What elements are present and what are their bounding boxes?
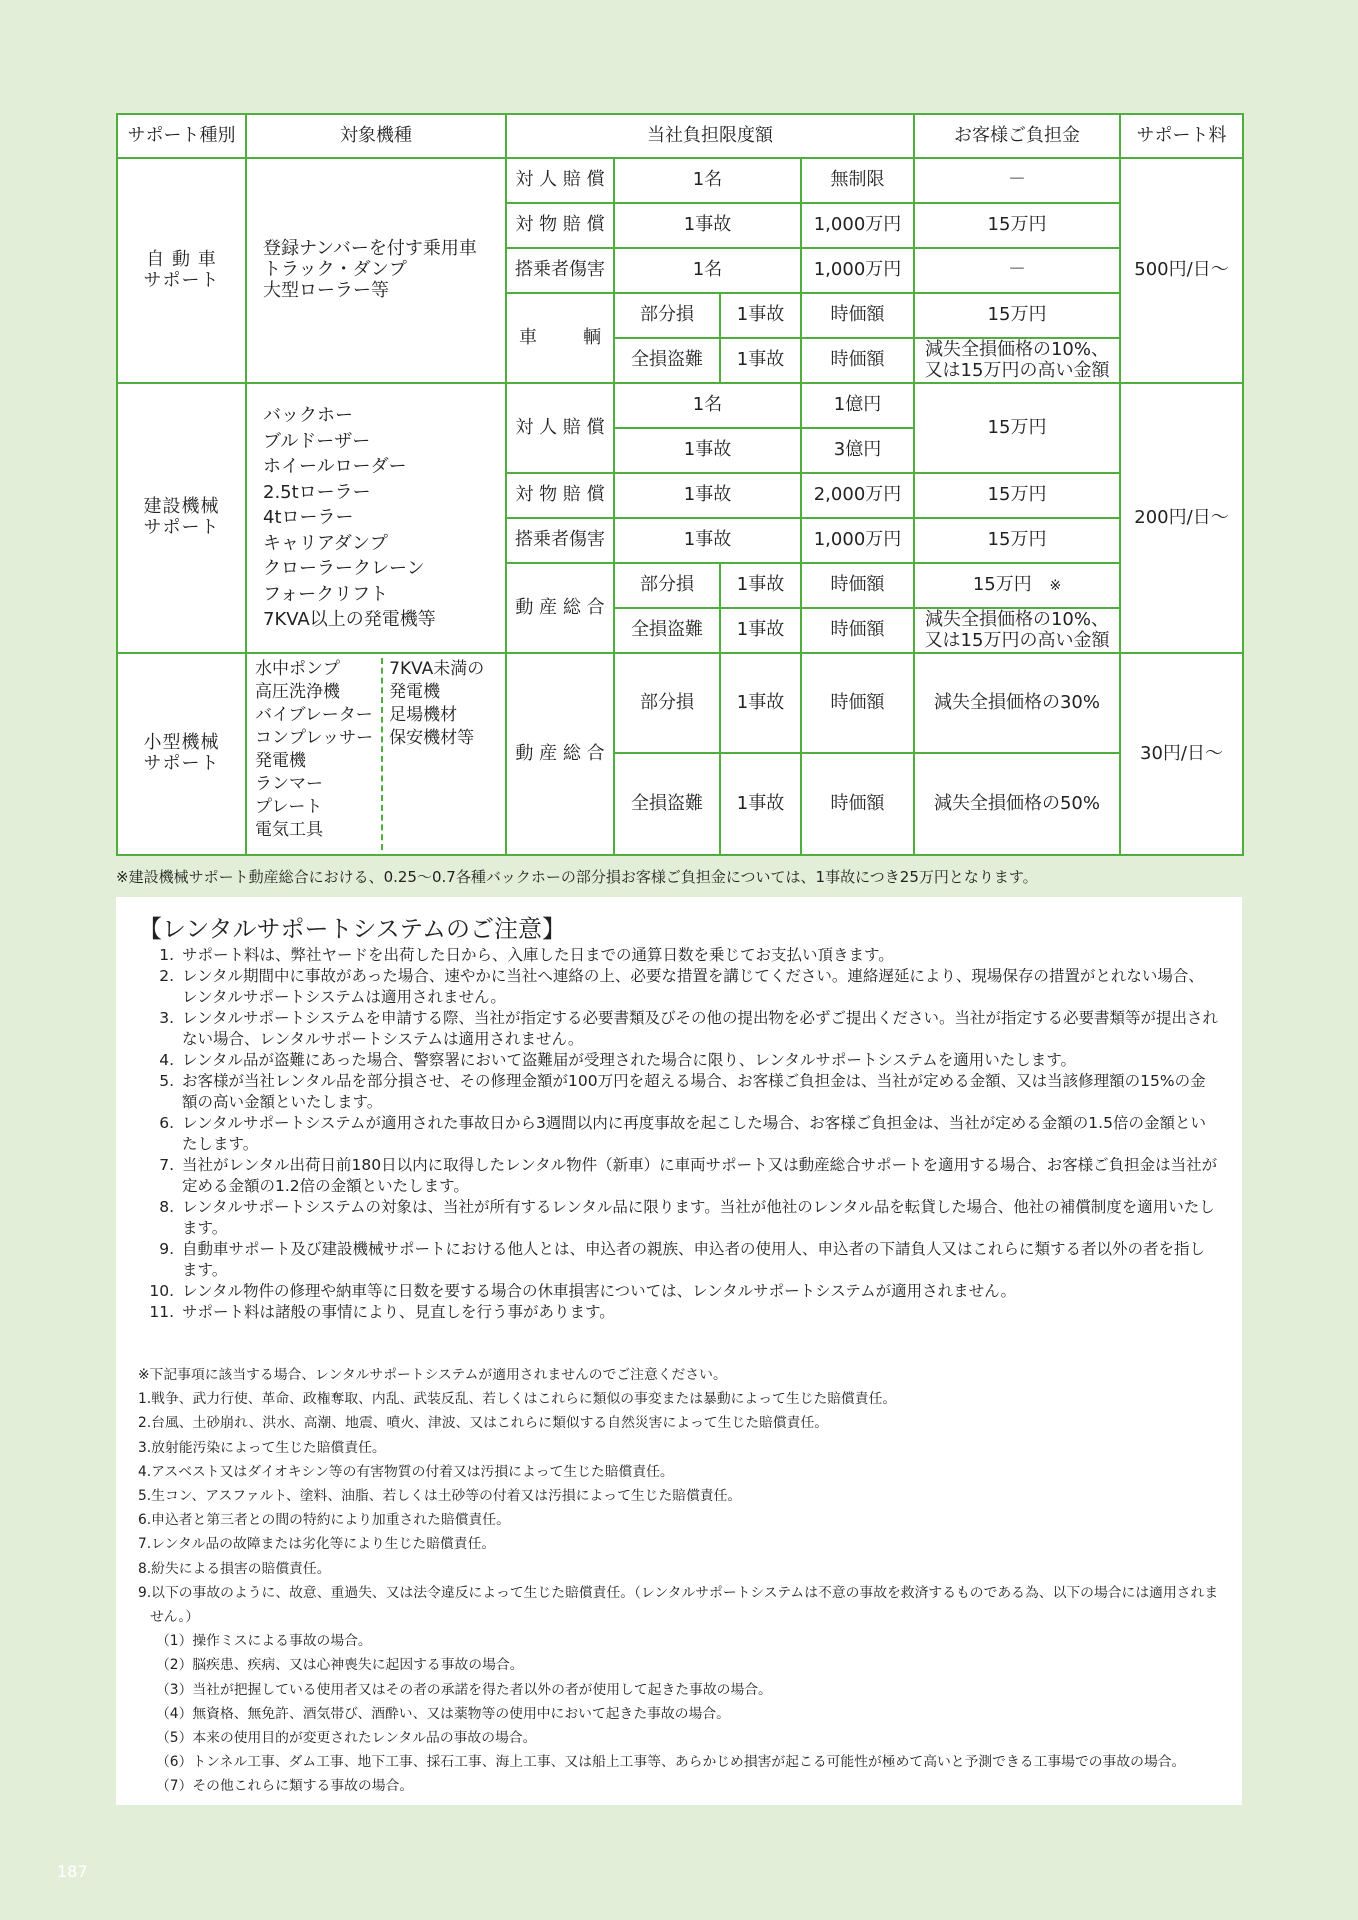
header-row bbox=[117, 114, 1243, 158]
table-row bbox=[117, 653, 1243, 753]
list-item: 10. レンタル物件の修理や納車等に日数を要する場合の休車損害については、レンタルサポートシステムが適用されません。 bbox=[149, 1282, 1017, 1300]
unit-cell: 1事故 bbox=[720, 293, 801, 338]
footnote-mark: ※ bbox=[1049, 578, 1062, 595]
exclusion-item: 2.台風、土砂崩れ、洪水、高潮、地震、噴火、津波、又はこれらに類似する自然災害によって生じた賠償責任。 bbox=[138, 1415, 829, 1432]
unit-cell: 1事故 bbox=[720, 608, 801, 653]
exclusion-item: 9.以下の事故のように、故意、重過失、又は法令違反によって生じた賠償責任。（レンタルサポートシステムは不意の事故を救済するものである為、以下の場合には適用されません。） bbox=[138, 1584, 1219, 1626]
unit-cell: 1事故 bbox=[720, 753, 801, 855]
small-machines-col1: 水中ポンプ 高圧洗浄機 バイブレーター コンプレッサー 発電機 ランマー プレート 電気工具 bbox=[255, 659, 374, 840]
header-target: 対象機種 bbox=[246, 114, 506, 158]
deductible-cell: 15万円 bbox=[914, 383, 1120, 473]
table-footnote: ※建設機械サポート動産総合における、0.25〜0.7各種バックホーの部分損お客様ご負担金については、1事故につき25万円となります。 bbox=[116, 868, 1038, 886]
deductible-cell: 15万円 bbox=[914, 473, 1120, 518]
category-construction: 建設機械 サポート bbox=[117, 383, 246, 653]
header-fee: サポート料 bbox=[1120, 114, 1243, 158]
notice-list bbox=[138, 945, 1218, 1323]
list-item: 2. レンタル期間中に事故があった場合、速やかに当社へ連絡の上、必要な措置を講じてください。連絡遅延により、現場保存の措置がとれない場合、レンタルサポートシステムは適用されません。 bbox=[159, 967, 1204, 1006]
row-label: 対 人 賠 償 bbox=[506, 383, 614, 473]
unit-cell: 1事故 bbox=[614, 518, 801, 563]
row-label: 対 物 賠 償 bbox=[506, 473, 614, 518]
page-number: 187 bbox=[57, 1862, 88, 1881]
unit-cell: 1事故 bbox=[720, 653, 801, 753]
amount-cell: 時価額 bbox=[801, 608, 914, 653]
deductible-cell: 15万円 bbox=[914, 293, 1120, 338]
kind-cell: 部分損 bbox=[614, 653, 720, 753]
category-auto: 自 動 車 サポート bbox=[117, 158, 246, 383]
header-support-type: サポート種別 bbox=[117, 114, 246, 158]
row-label: 対 人 賠 償 bbox=[506, 158, 614, 203]
construction-fee: 200円/日〜 bbox=[1120, 383, 1243, 653]
amount-cell: 3億円 bbox=[801, 428, 914, 473]
list-item: 11. サポート料は諸般の事情により、見直しを行う事があります。 bbox=[149, 1303, 615, 1321]
amount-cell: 時価額 bbox=[801, 563, 914, 608]
header-limit: 当社負担限度額 bbox=[506, 114, 914, 158]
table-row bbox=[117, 158, 1243, 203]
amount-cell: 1,000万円 bbox=[801, 248, 914, 293]
exclusions-intro: ※下記事項に該当する場合、レンタルサポートシステムが適用されませんのでご注意ください。 bbox=[138, 1367, 727, 1383]
amount-cell: 時価額 bbox=[801, 653, 914, 753]
row-label-vehicle: 車 輌 bbox=[506, 293, 614, 383]
small-fee: 30円/日〜 bbox=[1120, 653, 1243, 855]
unit-cell: 1名 bbox=[614, 158, 801, 203]
deductible-cell: － bbox=[914, 248, 1120, 293]
unit-cell: 1事故 bbox=[614, 203, 801, 248]
exclusion-item: 3.放射能汚染によって生じた賠償責任。 bbox=[138, 1439, 386, 1456]
exclusion-item: 1.戦争、武力行使、革命、政権奪取、内乱、武装反乱、若しくはこれらに類似の事変または暴動によって生じた賠償責任。 bbox=[138, 1391, 897, 1408]
list-item: 6. レンタルサポートシステムが適用された事故日から3週間以内に再度事故を起こした場合、お客様ご負担金は、当社が定める金額の1.5倍の金額といたします。 bbox=[159, 1114, 1206, 1153]
kind-cell: 全損盗難 bbox=[614, 338, 720, 383]
auto-fee: 500円/日〜 bbox=[1120, 158, 1243, 383]
list-item: 5. お客様が当社レンタル品を部分損させ、その修理金額が100万円を超える場合、お客様ご負担金は、当社が定める金額、又は当該修理額の15%の金額の高い金額といたします。 bbox=[159, 1072, 1206, 1111]
list-item: 7. 当社がレンタル出荷日前180日以内に取得したレンタル物件（新車）に車両サポート又は動産総合サポートを適用する場合、お客様ご負担金は当社が定める金額の1.2倍の金額といたします。 bbox=[159, 1156, 1218, 1195]
amount-cell: 無制限 bbox=[801, 158, 914, 203]
list-item: 3. レンタルサポートシステムを申請する際、当社が指定する必要書類及びその他の提出物を必ずご提出ください。当社が指定する必要書類等が提出されない場合、レンタルサポートシステムは適用されません。 bbox=[159, 1009, 1218, 1048]
exclusion-item: 8.紛失による損害の賠償責任。 bbox=[138, 1560, 331, 1577]
exclusion-subitem: （1）操作ミスによる事故の場合。 bbox=[156, 1633, 372, 1650]
list-item: 9. 自動車サポート及び建設機械サポートにおける他人とは、申込者の親族、申込者の使用人、申込者の下請負人又はこれらに類する者以外の者を指します。 bbox=[159, 1240, 1206, 1279]
kind-cell: 全損盗難 bbox=[614, 608, 720, 653]
unit-cell: 1名 bbox=[614, 248, 801, 293]
exclusion-subitem: （3）当社が把握している使用者又はその者の承諾を得た者以外の者が使用して起きた事故の場合。 bbox=[156, 1681, 772, 1698]
deductible-cell: 15万円 ※ bbox=[914, 563, 1120, 608]
amount-cell: 時価額 bbox=[801, 338, 914, 383]
small-machines-col2: 7KVA未満の 発電機 足場機材 保安機材等 bbox=[381, 658, 484, 850]
auto-machines: 登録ナンバーを付す乗用車 トラック・ダンプ 大型ローラー等 bbox=[246, 158, 506, 383]
amount-cell: 時価額 bbox=[801, 753, 914, 855]
exclusion-item: 6.申込者と第三者との間の特約により加重された賠償責任。 bbox=[138, 1512, 510, 1529]
row-label: 対 物 賠 償 bbox=[506, 203, 614, 248]
small-machines bbox=[246, 653, 506, 855]
exclusion-subitem: （2）脳疾患、疾病、又は心神喪失に起因する事故の場合。 bbox=[156, 1657, 524, 1674]
amount-cell: 時価額 bbox=[801, 293, 914, 338]
exclusion-subitem: （7）その他これらに類する事故の場合。 bbox=[156, 1778, 414, 1795]
exclusion-subitem: （5）本来の使用目的が変更されたレンタル品の事故の場合。 bbox=[156, 1730, 537, 1747]
exclusion-item: 4.アスベスト又はダイオキシン等の有害物質の付着又は汚損によって生じた賠償責任。 bbox=[138, 1463, 674, 1480]
exclusion-item: 5.生コン、アスファルト、塗料、油脂、若しくは土砂等の付着又は汚損によって生じた賠償責任。 bbox=[138, 1488, 742, 1505]
deductible-cell: － bbox=[914, 158, 1120, 203]
amount-cell: 2,000万円 bbox=[801, 473, 914, 518]
table-row bbox=[117, 383, 1243, 428]
amount-cell: 1,000万円 bbox=[801, 203, 914, 248]
list-item: 8. レンタルサポートシステムの対象は、当社が所有するレンタル品に限ります。当社が他社のレンタル品を転貸した場合、他社の補償制度を適用いたします。 bbox=[159, 1198, 1215, 1237]
construction-machines: バックホー ブルドーザー ホイールローダー 2.5tローラー 4tローラー キャリアダンプ クローラークレーン フォークリフト 7KVA以上の発電機等 bbox=[246, 383, 506, 653]
header-deductible: お客様ご負担金 bbox=[914, 114, 1120, 158]
kind-cell: 全損盗難 bbox=[614, 753, 720, 855]
row-label: 搭乗者傷害 bbox=[506, 518, 614, 563]
row-label: 動 産 総 合 bbox=[506, 653, 614, 855]
exclusion-subitem: （4）無資格、無免許、酒気帯び、酒酔い、又は薬物等の使用中において起きた事故の場合。 bbox=[156, 1705, 730, 1722]
deductible-cell: 減失全損価格の10%、 又は15万円の高い金額 bbox=[914, 608, 1120, 653]
list-item: 1. サポート料は、弊社ヤードを出荷した日から、入庫した日までの通算日数を乗じてお支払い頂きます。 bbox=[159, 946, 894, 964]
support-table-container bbox=[116, 113, 1242, 856]
notice-panel bbox=[116, 897, 1242, 1805]
unit-cell: 1事故 bbox=[720, 338, 801, 383]
unit-cell: 1名 bbox=[614, 383, 801, 428]
deductible-cell: 減失全損価格の10%、 又は15万円の高い金額 bbox=[914, 338, 1120, 383]
unit-cell: 1事故 bbox=[614, 428, 801, 473]
support-table bbox=[116, 113, 1244, 856]
deductible-cell: 15万円 bbox=[914, 518, 1120, 563]
amount-cell: 1億円 bbox=[801, 383, 914, 428]
exclusions-section bbox=[138, 1363, 1228, 1799]
unit-cell: 1事故 bbox=[720, 563, 801, 608]
unit-cell: 1事故 bbox=[614, 473, 801, 518]
deductible-cell: 減失全損価格の30% bbox=[914, 653, 1120, 753]
row-label: 搭乗者傷害 bbox=[506, 248, 614, 293]
kind-cell: 部分損 bbox=[614, 293, 720, 338]
kind-cell: 部分損 bbox=[614, 563, 720, 608]
deductible-cell: 減失全損価格の50% bbox=[914, 753, 1120, 855]
deductible-cell: 15万円 bbox=[914, 203, 1120, 248]
exclusion-item: 7.レンタル品の故障または劣化等により生じた賠償責任。 bbox=[138, 1536, 496, 1553]
list-item: 4. レンタル品が盗難にあった場合、警察署において盗難届が受理された場合に限り、レンタルサポートシステムを適用いたします。 bbox=[159, 1051, 1077, 1069]
amount-cell: 1,000万円 bbox=[801, 518, 914, 563]
category-small: 小型機械 サポート bbox=[117, 653, 246, 855]
row-label: 動 産 総 合 bbox=[506, 563, 614, 653]
notice-title: 【レンタルサポートシステムのご注意】 bbox=[138, 915, 567, 943]
exclusion-subitem: （6）トンネル工事、ダム工事、地下工事、採石工事、海上工事、又は船上工事等、あらかじめ損害が起こる可能性が極めて高いと予測できる工事場での事故の場合。 bbox=[156, 1754, 1186, 1771]
